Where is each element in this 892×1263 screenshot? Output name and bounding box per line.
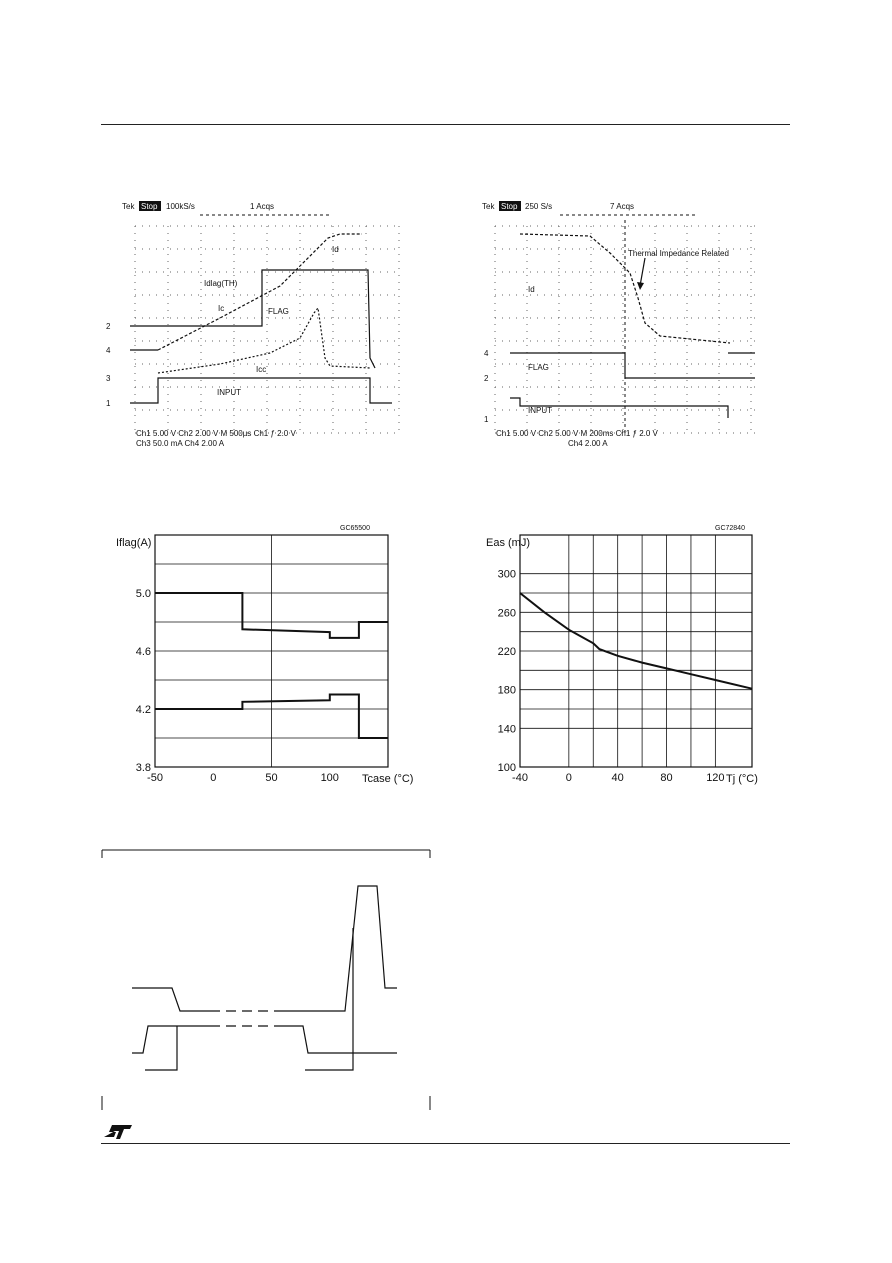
scope2-label-id: Id [528, 285, 535, 294]
scope1-label-flag: FLAG [268, 307, 289, 316]
chart1-x-tick: 0 [210, 772, 217, 784]
chart1-x-tick: -50 [147, 772, 163, 784]
scope1-grid [135, 226, 400, 433]
chart1-y-tick: 3.8 [135, 762, 151, 774]
timing-wave-top-end [275, 886, 397, 1011]
scope2-marker-1: 1 [484, 415, 489, 424]
chart1-xlabel: Tcase (°C) [362, 773, 414, 785]
chart2-y-tick: 140 [497, 723, 516, 736]
chart2-y-tick: 300 [497, 568, 516, 581]
chart-iflag-vs-tcase [100, 520, 420, 790]
st-logo-mark [104, 1125, 132, 1139]
scope2-footer-2: Ch4 2.00 A [568, 439, 608, 448]
chart-eas-vs-tj [480, 520, 780, 790]
scope1-label-icc: Icc [256, 365, 267, 374]
scope1-footer-1: Ch1 5.00 V Ch2 2.00 V M 500µs Ch1 ƒ 2.0 V [136, 429, 296, 438]
scope2-label-flag: FLAG [528, 363, 549, 372]
chart2-y-tick: 260 [497, 607, 516, 620]
chart1-code: GC65500 [340, 525, 370, 532]
bottom-rule [101, 1143, 790, 1144]
scope2-header [482, 201, 698, 215]
st-logo [100, 1121, 136, 1143]
chart2-xlabel: Tj (°C) [726, 773, 758, 785]
scope2-marker-2: 2 [484, 374, 489, 383]
chart2-x-tick: 120 [706, 772, 725, 784]
timing-wave-top [132, 988, 210, 1011]
scope1-footer-2: Ch3 50.0 mA Ch4 2.00 A [136, 439, 225, 448]
chart2-x-tick: 0 [565, 772, 572, 784]
scope1-label-ic: Ic [218, 304, 225, 313]
scope2-tek: Tek [482, 202, 495, 211]
chart2-x-tick: 80 [660, 772, 673, 784]
scope2-arrow [640, 258, 645, 286]
scope1-input-trace [130, 378, 392, 403]
scope1-marker-4: 4 [106, 346, 111, 355]
chart1-y-tick: 4.2 [135, 704, 151, 716]
scope1-flag-trace [130, 270, 375, 368]
scope2-acqs: 7 Acqs [610, 202, 635, 211]
scope2-stop: Stop [501, 202, 518, 211]
scope1-marker-3: 3 [106, 374, 111, 383]
chart2-y-tick: 180 [497, 684, 516, 697]
top-rule [101, 124, 790, 125]
scope2-label-thermal: Thermal Impedance Related [628, 249, 729, 258]
chart2-x-tick: -40 [512, 772, 528, 784]
scope2-rate: 250 S/s [525, 202, 553, 211]
chart2-x-tick: 40 [611, 772, 624, 784]
chart2-y-tick: 100 [497, 762, 516, 774]
scope1-tek: Tek [122, 202, 135, 211]
scope2-arrowhead [637, 282, 644, 290]
scope-capture-2 [480, 198, 780, 453]
scope2-label-input: INPUT [528, 406, 552, 415]
timing-diagram [100, 848, 432, 1113]
chart1-x-tick: 100 [320, 772, 339, 784]
timing-wave-mid [132, 1026, 210, 1053]
chart1-y-tick: 4.6 [135, 646, 151, 658]
scope2-footer-1: Ch1 5.00 V Ch2 5.00 V M 200ms Ch1 ƒ 2.0 V [496, 429, 658, 438]
scope1-label-ilim: Idlag(TH) [204, 279, 238, 288]
chart2-y-tick: 220 [497, 646, 516, 658]
scope-capture-1 [100, 198, 420, 453]
scope1-label-input: INPUT [217, 388, 241, 397]
scope1-marker-2: 2 [106, 322, 111, 331]
chart2-code: GC72840 [715, 525, 745, 532]
chart1-x-tick: 50 [265, 772, 278, 784]
scope2-marker-4: 4 [484, 349, 489, 358]
timing-wave-bottom [145, 1026, 177, 1070]
chart2-ylabel: Eas (mJ) [486, 537, 530, 549]
chart2-series-line-1 [520, 593, 752, 689]
chart1-y-tick: 5.0 [135, 588, 151, 600]
timing-wave-mid-end [275, 1026, 397, 1053]
scope1-acqs: 1 Acqs [250, 202, 275, 211]
scope1-stop: Stop [141, 202, 158, 211]
scope1-label-id: Id [332, 245, 339, 254]
scope1-rate: 100kS/s [166, 202, 195, 211]
chart1-ylabel: Iflag(A) [116, 537, 152, 549]
scope1-marker-1: 1 [106, 399, 111, 408]
scope1-header [122, 201, 332, 215]
